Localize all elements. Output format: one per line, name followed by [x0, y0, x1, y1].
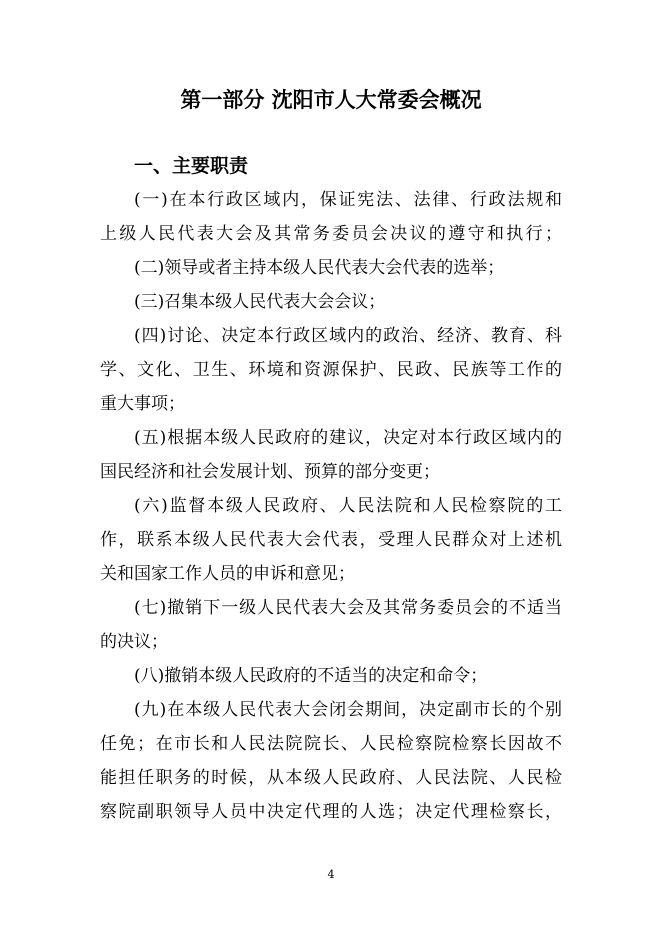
paragraph-line: (六)监督本级人民政府、人民法院和人民检察院的工 [134, 496, 562, 516]
paragraph-line: 学、文化、卫生、环境和资源保护、民政、民族等工作的 [100, 360, 562, 380]
paragraph-line: (二)领导或者主持本级人民代表大会代表的选举； [134, 258, 505, 278]
page-number: 4 [327, 868, 335, 881]
paragraph-line: 的决议； [100, 632, 168, 652]
paragraph-line: 作，联系本级人民代表大会代表，受理人民群众对上述机 [100, 530, 562, 550]
section-heading: 一、主要职责 [134, 155, 249, 177]
paragraph-line: (一)在本行政区域内，保证宪法、法律、行政法规和 [134, 190, 562, 210]
paragraph-line: (七)撤销下一级人民代表大会及其常务委员会的不适当 [134, 598, 562, 618]
paragraph-line: (八)撤销本级人民政府的不适当的决定和命令； [134, 666, 488, 686]
paragraph-line: (五)根据本级人民政府的建议，决定对本行政区域内的 [134, 428, 562, 448]
paragraph-line: 任免；在市长和人民法院院长、人民检察院检察长因故不 [100, 734, 562, 754]
paragraph-line: 重大事项； [100, 394, 185, 414]
paragraph-line: 能担任职务的时候，从本级人民政府、人民法院、人民检 [100, 768, 562, 788]
page-title: 第一部分 沈阳市人大常委会概况 [180, 88, 482, 112]
paragraph-line: 关和国家工作人员的申诉和意见； [100, 564, 355, 584]
paragraph-line: (九)在本级人民代表大会闭会期间，决定副市长的个别 [134, 700, 562, 720]
paragraph-line: (四)讨论、决定本行政区域内的政治、经济、教育、科 [134, 326, 562, 346]
paragraph-line: 国民经济和社会发展计划、预算的部分变更； [100, 462, 440, 482]
paragraph-line: 上级人民代表大会及其常务委员会决议的遵守和执行； [100, 224, 562, 244]
paragraph-line: (三)召集本级人民代表大会会议； [134, 292, 386, 312]
paragraph-line: 察院副职领导人员中决定代理的人选；决定代理检察长， [100, 802, 562, 822]
